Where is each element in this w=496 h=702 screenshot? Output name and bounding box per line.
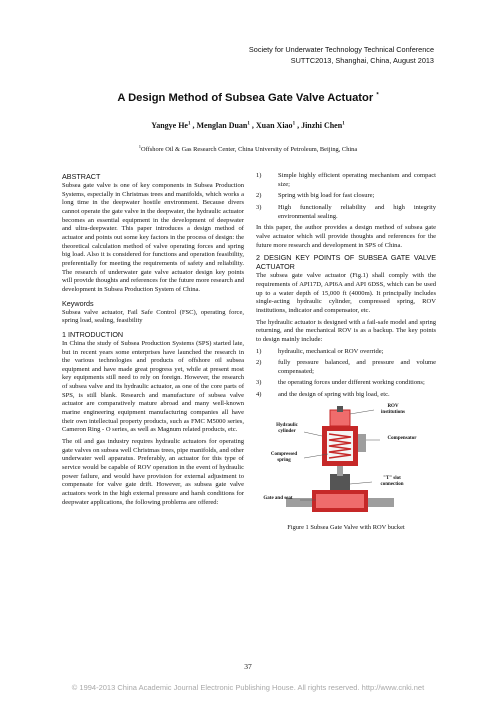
list-item: 4) and the design of spring with big load, etc. (256, 391, 390, 399)
list-item: 3) the operating forces under different working conditions; (256, 379, 425, 387)
compensator-body (358, 434, 366, 452)
label-compensator: Compensator (387, 435, 417, 441)
introduction-paragraph: The oil and gas industry requires hydraulic actuators for operating gate valves on subsea well Christmas trees, pipe manifolds, and other underwater well apparatus. Preferably, an actuator for this type of service would be capable of ROV operation in the event of hydraulic power failure, and would have provision for external adjustment to compensate for valve gate drift. However, as subsea gate valve actuators work in the high external pressure and harsh conditions for deepwater applications, the following problems are offered: (62, 438, 244, 506)
keywords-text: Subsea valve actuator, Fail Safe Control (FSC), operating force, spring load, sealing, feasibility (62, 308, 244, 325)
author: Menglan Duan (196, 121, 248, 130)
bonnet (330, 474, 350, 490)
section2-heading: 2 DESIGN KEY POINTS OF SUBSEA GATE VALVE ACTUATOR (256, 253, 436, 272)
list-item: 1) Simple highly efficient operating mechanism and compact size; (256, 172, 436, 188)
section2-paragraph: The subsea gate valve actuator (Fig.1) shall comply with the requirements of API17D, API6A and API 6DSS, which can be used up to a water depth of 15,000 ft (4000m). It principally includes single-acting hydraulic cylinder, compressed spring, ROV institutions, indicator and compensator, etc. (256, 272, 436, 314)
list-item: 1) hydraulic, mechanical or ROV override; (256, 347, 384, 355)
title-footnote-mark: * (376, 92, 379, 99)
page-number: 37 (244, 662, 252, 671)
label-t-slot-connection: "T" slot connection (380, 475, 404, 487)
conference-venue: SUTTC2013, Shanghai, China, August 2013 (290, 56, 434, 65)
author: Xuan Xiao (255, 121, 293, 130)
paper-title: A Design Method of Subsea Gate Valve Actuator * (117, 92, 379, 104)
conference-name: Society for Underwater Technology Technical Conference (248, 45, 434, 54)
introduction-heading: 1 INTRODUCTION (62, 329, 124, 339)
label-rov-institutions: ROV institutions (381, 403, 405, 415)
left-column (62, 172, 244, 510)
affiliation: $^1$Offshore Oil & Gas Research Center, China University of Petroleum, Beijing, China (138, 144, 358, 154)
copyright-footer: © 1994-2013 China Academic Journal Electronic Publishing House. All rights reserved. http://www.cnki.net (71, 683, 425, 692)
right-column (256, 172, 436, 532)
author: Jinzhi Chen (301, 121, 343, 130)
keywords-heading: Keywords (62, 298, 94, 308)
label-compressed-spring: Compressed spring (270, 451, 298, 463)
list-item: 3) High functionally reliability and high integrity environmental sealing. (256, 203, 436, 220)
list-item: 2) Spring with big load for fast closure; (256, 192, 375, 200)
introduction-paragraph: In China the study of Subsea Production Systems (SPS) started late, but in recent years some enterprises have launched the research in the various technologies and products of offshore oil subsea equipment and have made great progress yet, while at present most key equipments still need to rely on foreign. However, the research of subsea valve and its hydraulic actuator, as one of the core parts of SPS, is still blank. Research and manufacture of subsea valve actuator are comparatively mature abroad and many well-known marine engineering equipment manufacturing companies all have their own intellectual property products, such as FMC M5000 series, Cameron Ring - O series, as well as Magnum related products, etc. (62, 339, 244, 434)
author: Yangye He (151, 121, 188, 130)
list-item: 2) fully pressure balanced, and pressure and volume compensated; (256, 359, 436, 375)
figure-1 (256, 404, 436, 522)
rov-bucket (330, 410, 350, 426)
abstract-heading: ABSTRACT (62, 172, 101, 181)
author-list: Yangye He$^1$ , Menglan Duan$^1$ , Xuan Xiao$^1$ , Jinzhi Chen$^1$ (151, 121, 345, 130)
label-gate-and-seat: Gate and seat (263, 495, 293, 501)
abstract-text: Subsea gate valve is one of key components in Subsea Production Systems, especially in Christmas trees and manifolds, which works a long time in the deepwater hostile environment. Because divers cannot operate the gate valve in the deepwater, the hydraulic actuator becomes an essential equipment in the development of deepwater and ultra-deepwater. This paper introduces a design method of actuator and points out some key factors in the process of design: the theoretical calculation method of valve operating forces and spring big load. Also it is considered for functions and operation feasibility, preferentially for meeting the requirements of safety and reliability. The research of underwater gate valve actuator design key points will provide thoughts and references for the future more research and development in Subsea Production System of China. (62, 182, 244, 293)
section2-paragraph: The hydraulic actuator is designed with a fail-safe model and spring returning, and the mechanical ROV is as a backup. The key points to design mainly include: (256, 318, 436, 343)
summary-paragraph: In this paper, the author provides a design method of subsea gate valve actuator which will provide thoughts and references for the future more research and development in SPS of China. (256, 224, 436, 249)
flange-right (368, 498, 394, 507)
label-hydraulic-cylinder: Hydraulic cylinder (276, 422, 298, 434)
figure-caption: Figure 1 Subsea Gate Valve with ROV bucket (287, 523, 405, 531)
